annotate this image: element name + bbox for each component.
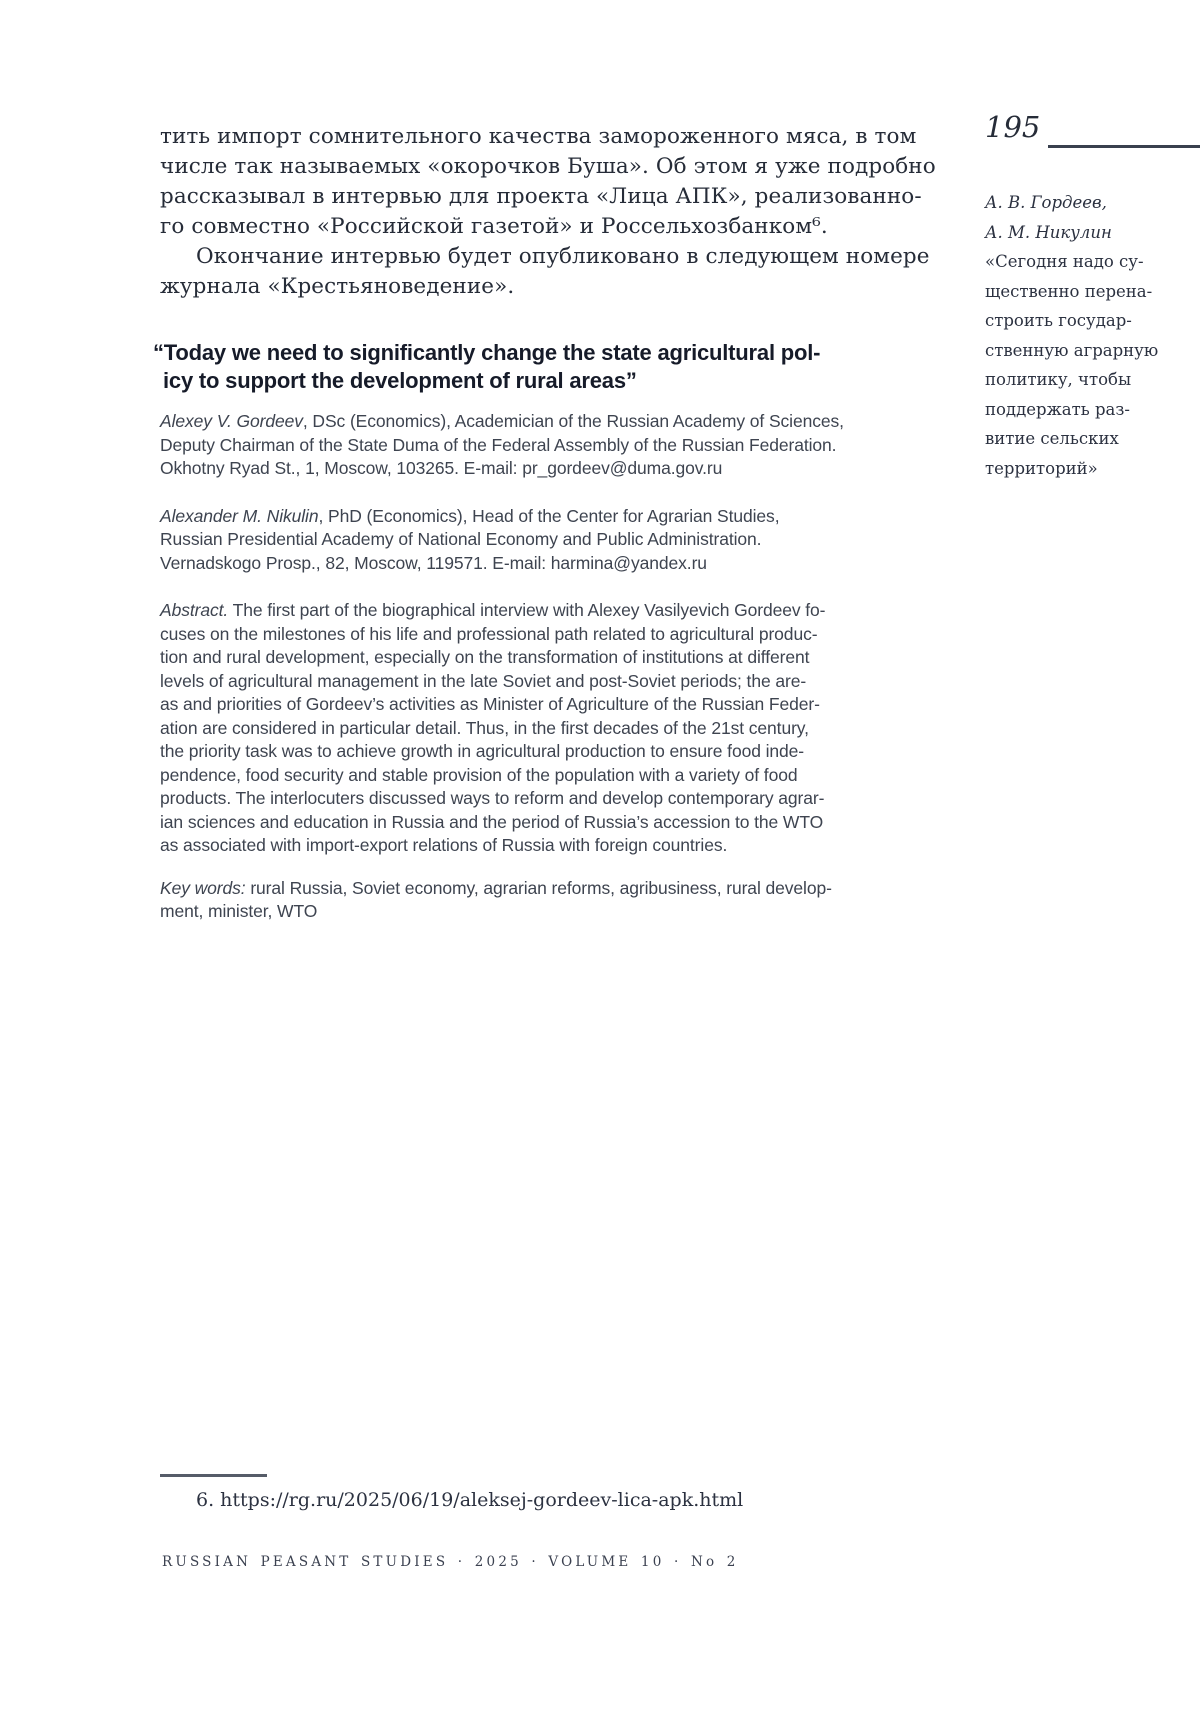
author-bio-gordeev-text: , DSc (Economics), Academician of the Russian Academy of Sciences, Deputy Chairman of the State Duma of the Federal Assembly of the Russian Federation. Okhotny Ryad St., 1, Moscow, 103265. E-mail: pr_gordeev@duma.gov.ru (160, 411, 844, 478)
keywords-text: rural Russia, Soviet economy, agrarian reforms, agribusiness, rural develop- ment, minister, WTO (160, 877, 832, 921)
author-name-nikulin: Alexander M. Nikulin (160, 505, 319, 526)
abstract-text: The first part of the biographical interview with Alexey Vasilyevich Gordeev fo- cuses on the milestones of his life and professional path related to agricultural produc- tion and rural development, especially on the transformation of institutions at different levels of agricultural management in the late Soviet and post-Soviet periods; the are- as and priorities of Gordeev’s activities as Minister of Agriculture of the Russian Feder- ation are considered in particular detail. Thus, in the first decades of the 21st century, the priority task was to achieve growth in agricultural production to ensure food inde- pendence, food security and stable provision of the population with a variety of food products. The interlocuters discussed ways to reform and develop contemporary agrar- ian sciences and education in Russia and the period of Russia’s accession to the WTO as associated with import-export relations of Russia with foreign countries. (160, 600, 826, 855)
footnote-rule (160, 1474, 267, 1477)
abstract-label: Abstract. (160, 600, 229, 620)
main-text-column (153, 122, 972, 924)
article-title: “Today we need to significantly change the state agricultural pol- icy to support the development of rural areas” (153, 340, 821, 393)
author-name-gordeev: Alexey V. Gordeev (160, 411, 303, 431)
margin-sidebar (985, 188, 1160, 483)
author-bio-nikulin-text: , PhD (Economics), Head of the Center for Agrarian Studies, Russian Presidential Academy of National Economy and Public Administration. Vernadskogo Prosp., 82, Moscow, 119571. E-mail: harmina@yandex.ru (160, 505, 780, 573)
russian-paragraph-closing: Окончание интервью будет опубликовано в следующем номере журнала «Крестьяноведение». (160, 244, 930, 299)
journal-running-footer: RUSSIAN PEASANT STUDIES · 2025 · VOLUME 10 · No 2 (162, 1554, 739, 1570)
russian-paragraph-continued: тить импорт сомнительного качества замороженного мяса, в том числе так называемых «окорочков Буша». Об этом я уже подробно рассказывал в интервью для проекта «Лица АПК», реализованно- го совместно «Российской газетой» и Россельхозбанком⁶. (160, 124, 936, 239)
author-bio-nikulin (160, 505, 972, 576)
keywords (160, 877, 972, 924)
page-number: 195 (985, 110, 1041, 144)
keywords-label: Key words: (160, 877, 246, 898)
author-bio-gordeev (160, 410, 972, 481)
sidebar-author-gordeev: А. В. Гордеев, (985, 193, 1107, 212)
footnote-6: 6. https://rg.ru/2025/06/19/aleksej-gordeev-lica-apk.html (196, 1489, 744, 1511)
sidebar-author-nikulin: А. М. Никулин (985, 222, 1112, 242)
sidebar-article-quote: «Сегодня надо су- щественно перена- строить государ- ственную аграрную политику, чтобы поддержать раз- витие сельских территорий» (985, 252, 1159, 478)
header-rule (1048, 145, 1200, 148)
abstract (160, 599, 972, 858)
